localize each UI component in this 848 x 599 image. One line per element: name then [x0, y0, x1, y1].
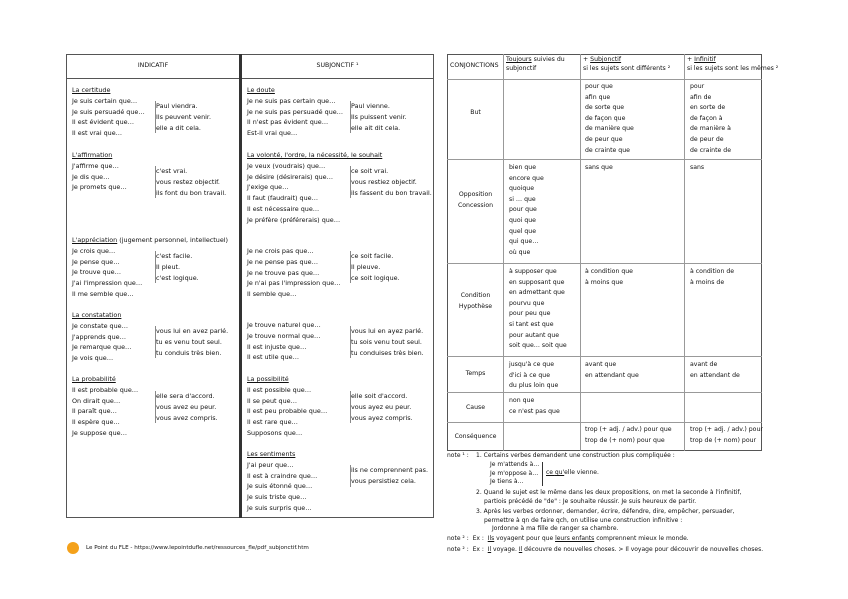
subj-examples-appreciation [350, 251, 400, 283]
subj-examples-possibilite [350, 391, 413, 423]
expression: Il est injuste que… [247, 342, 307, 351]
ind-section-constatation [72, 310, 131, 364]
ind-examples-affirmation [155, 166, 226, 198]
expression: Je dis que… [72, 172, 110, 181]
expression: J'ai l'impression que… [72, 279, 143, 288]
row-divider-5 [447, 422, 762, 423]
opposition-subjonctif: sans que [585, 164, 613, 171]
left-table-bottom-border [66, 517, 434, 518]
note-1-result: ce qu'elle vienne. [546, 469, 599, 476]
example: Paul viendra. [156, 102, 198, 110]
ind-examples-appreciation [155, 251, 199, 283]
note-1-label: note ¹ : [447, 452, 469, 459]
expression: J'apprends que… [72, 332, 126, 341]
expression: Je suis étonné que… [247, 482, 313, 491]
row-divider-header [447, 79, 762, 80]
expression: Je veux (voudrais) que… [247, 161, 326, 170]
example: tu es venu tout seul. [156, 337, 222, 346]
left-table-left-border [66, 54, 67, 518]
note-2-example-2: note ² : Ex : Il voyage. Il découvre de nouvelles choses. > Il voyage pour découvrir de nouvelles choses. [447, 546, 764, 553]
example: c'est vrai. [156, 167, 188, 175]
subj-examples-constatation [350, 326, 424, 358]
expression: Il est possible que… [247, 385, 312, 394]
expression: Je trouve naturel que… [247, 321, 321, 329]
temps-subjonctif-list: avant que en attendant que [585, 361, 639, 379]
expression: Je promets que… [72, 183, 127, 192]
expression: Il est probable que… [72, 385, 139, 394]
example: elle soit d'accord. [351, 392, 408, 400]
row-label-condition: Condition Hypothèse [458, 292, 493, 310]
section-title: La constatation [72, 311, 122, 319]
example: tu conduises très bien. [351, 348, 424, 357]
left-table-divider [239, 54, 242, 518]
left-table-top-border [66, 54, 434, 55]
note-1-bracket [542, 462, 543, 486]
ind-examples-constatation [155, 326, 228, 358]
note-1-examples: Je m'attends à… Je m'oppose à… Je tiens à… [490, 461, 540, 486]
subj-examples-volonte [350, 166, 432, 198]
temps-toujours-list: jusqu'à ce que d'ici à ce que du plus loin que [509, 361, 559, 390]
example: vous persistiez cela. [351, 476, 416, 485]
row-divider-1 [447, 159, 762, 160]
example: Paul vienne. [351, 102, 390, 110]
row-divider-4 [447, 392, 762, 393]
row-label-cause: Cause [465, 404, 486, 411]
expression: Je trouve que… [72, 268, 121, 277]
row-label-opposition: Opposition Concession [457, 191, 494, 209]
example: Il pleut. [156, 262, 181, 271]
but-infinitif-list: pour afin de en sorte de de façon à de manière à de peur de de crainte de [690, 83, 732, 154]
expression: Il faut (faudrait) que… [247, 194, 318, 203]
header-toujours: Toujours suivies du subjonctif [506, 56, 565, 72]
header-indicatif: INDICATIF [137, 62, 169, 69]
expression: Il est peu probable que… [247, 407, 328, 416]
expression: Il est nécessaire que… [247, 204, 320, 213]
note-1-text: 1. Certains verbes demandent une construction plus compliquée : [476, 452, 675, 459]
row-divider-3 [447, 356, 762, 357]
opposition-toujours-list: bien que encore que quoique si … que pour que quoi que quel que qui que… où que [509, 164, 544, 256]
example: vous avez eu peur. [156, 402, 217, 411]
expression: Je suis triste que… [247, 493, 307, 502]
subj-section-possibilite [247, 374, 327, 439]
header-infinitif: + Infinitif si les sujets sont les mêmes ² [687, 56, 779, 72]
row-label-consequence: Conséquence [454, 433, 497, 440]
ind-section-certitude [72, 85, 145, 139]
expression: Je remarque que… [72, 343, 132, 352]
subj-section-sentiments [247, 449, 317, 514]
example: c'est facile. [156, 252, 193, 260]
subj-examples-doute [350, 101, 407, 133]
example: ils fassent du bon travail. [351, 188, 432, 197]
logo-dot-icon [67, 542, 79, 554]
ind-examples-probabilite [155, 391, 218, 423]
expression: Je préfère (préférerais) que… [247, 215, 341, 224]
consequence-subjonctif-list: trop (+ adj. / adv.) pour que trop de (+ nom) pour que [585, 426, 672, 444]
right-table-bottom-border [447, 450, 762, 451]
condition-subjonctif-list: à condition que à moins que [585, 268, 633, 286]
section-title: L'affirmation [72, 151, 113, 159]
expression: Je ne suis pas persuadé que… [247, 107, 344, 116]
expression: J'exige que… [247, 183, 289, 192]
example: ils ne comprennent pas. [351, 466, 429, 474]
consequence-infinitif-list: trop (+ adj. / adv.) pour trop de (+ nom) pour [690, 426, 763, 444]
expression: Je suis surpris que… [247, 503, 312, 512]
example: vous restez objectif. [156, 177, 220, 186]
example: elle sera d'accord. [156, 392, 215, 400]
but-subjonctif-list: pour que afin que de sorte que de façon que de manière que de peur que de crainte que [585, 83, 634, 154]
temps-infinitif-list: avant de en attendant de [690, 361, 740, 379]
expression: Je ne pense pas que… [247, 257, 318, 266]
condition-toujours-list: à supposer que en supposant que en admettant que pourvu que pour peu que si tant est que pour autant que soit que… soit que [509, 268, 567, 350]
row-label-but: But [470, 109, 481, 116]
ind-section-probabilite [72, 374, 138, 439]
expression: Je trouve normal que… [247, 331, 321, 340]
expression: Je constate que… [72, 321, 128, 330]
opposition-infinitif: sans [690, 164, 705, 171]
example: tu conduis très bien. [156, 348, 222, 357]
expression: Il est rare que… [247, 418, 298, 427]
example: vous restiez objectif. [351, 177, 417, 186]
expression: Supposons que… [247, 428, 303, 437]
row-label-temps: Temps [465, 370, 486, 377]
footer-source: Le Point du FLE - https://www.lepointdufle.net/ressources_fle/pdf_subjonctif.htm [86, 545, 309, 551]
subj-section-appreciation [247, 246, 341, 300]
example: vous ayez compris. [351, 413, 413, 422]
subj-examples-sentiments [350, 465, 428, 487]
note-2-example-1: note ² : Ex : Ils voyagent pour que leurs enfants comprennent mieux le monde. [447, 535, 689, 542]
example: elle a dit cela. [156, 123, 201, 132]
expression: Il est évident que… [72, 118, 134, 127]
example: ils font du bon travail. [156, 188, 227, 197]
example: tu sois venu tout seul. [351, 337, 422, 346]
left-table-header-border [66, 78, 434, 79]
row-divider-2 [447, 263, 762, 264]
example: Ils puissent venir. [351, 112, 407, 121]
ind-examples-certitude [155, 101, 211, 133]
header-subjonctif: SUBJONCTIF ¹ [316, 62, 359, 69]
expression: Il semble que… [247, 290, 297, 299]
example: Il pleuve. [351, 262, 381, 271]
expression: Je ne trouve pas que… [247, 268, 320, 277]
example: ce soit facile. [351, 252, 394, 260]
section-title: La volonté, l'ordre, la nécessité, le souhait [247, 151, 383, 159]
expression: Il est utile que… [247, 353, 299, 362]
expression: Je crois que… [72, 246, 116, 255]
example: Ils peuvent venir. [156, 112, 211, 121]
note-3: 3. Après les verbes ordonner, demander, écrire, défendre, dire, empêcher, persuader, permettre à qn de faire qch, on utilise une construction infinitive : Jordonne à ma fille de ranger sa chambre. [476, 508, 735, 533]
ind-section-appreciation [72, 235, 228, 300]
expression: Il paraît que… [72, 407, 117, 416]
ind-section-affirmation [72, 150, 127, 193]
example: vous lui en ayez parlé. [351, 327, 424, 335]
expression: Il se peut que… [247, 396, 297, 405]
expression: Il n'est pas évident que… [247, 118, 329, 127]
example: vous ayez eu peur. [351, 402, 412, 411]
expression: J'ai peur que… [247, 460, 294, 469]
expression: Je pense que… [72, 257, 120, 266]
left-table-right-border [433, 54, 434, 518]
expression: Je suppose que… [72, 428, 127, 437]
section-title: Les sentiments [247, 450, 296, 458]
expression: On dirait que… [72, 396, 121, 405]
example: c'est logique. [156, 273, 199, 282]
expression: Il est à craindre que… [247, 471, 318, 480]
note-2: 2. Quand le sujet est le même dans les deux propositions, on met la seconde à l'infinitif, partiois précédé de "de" : Je souhaite réussir. Je suis heureux de partir. [476, 489, 742, 505]
expression: Je vois que… [72, 354, 114, 363]
expression: Je suis certain que… [72, 96, 138, 105]
expression: Je suis persuadé que… [72, 107, 145, 116]
example: elle ait dit cela. [351, 123, 401, 132]
section-title: La certitude [72, 86, 111, 94]
section-title: La probabilité [72, 375, 116, 383]
cause-toujours-list: non que ce n'est pas que [509, 397, 560, 415]
expression: Est-il vrai que… [247, 129, 298, 138]
example: vous avez compris. [156, 413, 218, 422]
expression: Je n'ai pas l'impression que… [247, 279, 341, 288]
expression: Je ne suis pas certain que… [247, 96, 336, 105]
expression: Je ne crois pas que… [247, 247, 314, 255]
subj-section-constatation [247, 320, 321, 363]
section-title: La possibilité [247, 375, 289, 383]
example: vous lui en avez parlé. [156, 327, 229, 335]
expression: Il me semble que… [72, 289, 134, 298]
expression: Il est vrai que… [72, 129, 123, 138]
expression: Il espère que… [72, 418, 120, 427]
header-subjonctif: + Subjonctif si les sujets sont différents ² [583, 56, 671, 72]
section-title: L'appréciation (jugement personnel, intellectuel) [72, 236, 229, 244]
condition-infinitif-list: à condition de à moins de [690, 268, 735, 286]
header-conjonctions: CONJONCTIONS [450, 62, 499, 69]
expression: J'affirme que… [72, 161, 119, 170]
example: ce soit logique. [351, 273, 400, 282]
example: ce soit vrai. [351, 167, 389, 175]
section-title: Le doute [247, 86, 275, 94]
subj-section-doute [247, 85, 343, 139]
expression: Je désire (désirerais) que… [247, 172, 333, 181]
